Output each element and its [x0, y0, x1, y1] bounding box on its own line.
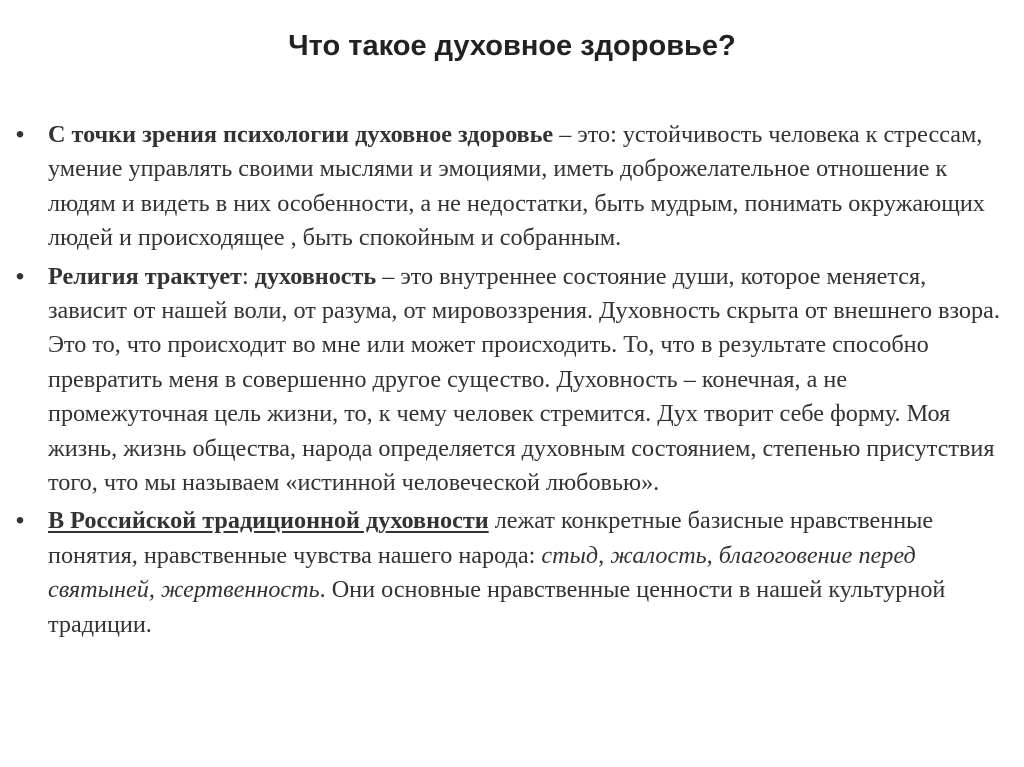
text-segment: стыд, жалость, благоговение перед святыней, жертвенность — [48, 541, 916, 604]
bullet-list — [10, 118, 1000, 646]
text-segment: духовность — [254, 262, 377, 290]
bullet-text — [48, 507, 945, 637]
text-segment: – это: устойчивость человека к стрессам, умение управлять своими мыслями и эмоциями, иметь доброжелательное отношение к людям и видеть в них особенности, а не недостатки, быть мудрым, понимать окружающих людей и происходящее , быть спокойным и собранным. — [48, 121, 985, 252]
bullet-item-religion — [10, 260, 1000, 501]
text-segment: : — [241, 262, 255, 290]
bullet-icon: • — [15, 121, 25, 148]
bullet-text — [48, 121, 985, 251]
slide-title: Что такое духовное здоровье? — [288, 30, 736, 62]
text-segment: В Российской традиционной духовности — [48, 507, 489, 535]
text-segment: лежат конкретные базисные нравственные понятия, нравственные чувства нашего народа: — [48, 507, 934, 569]
text-segment: . Они основные нравственные ценности в нашей культурной традиции. — [48, 576, 946, 638]
bullet-icon: • — [15, 507, 25, 535]
text-segment: – это внутреннее состояние души, которое меняется, зависит от нашей воли, от разума, от мировоззрения. Духовность скрыта от внешнего взора. Это то, что происходит во мне или может происходить. То, что в результате способно превратить меня в совершенно другое существо. Духовность – конечная, а не промежуточная цель жизни, то, к чему человек стремится. Дух творит себе форму. Моя жизнь, жизнь общества, народа определяется духовным состоянием, степенью присутствия того, что мы называем «истинной человеческой любовью». — [48, 262, 1000, 497]
bullet-item-psychology — [10, 118, 1000, 256]
bullet-item-russian-tradition — [10, 504, 1000, 642]
text-segment: С точки зрения психологии духовное здоровье — [48, 121, 554, 148]
bullet-text — [48, 263, 1000, 496]
text-segment: Религия трактует — [48, 262, 242, 290]
bullet-icon: • — [15, 262, 25, 290]
